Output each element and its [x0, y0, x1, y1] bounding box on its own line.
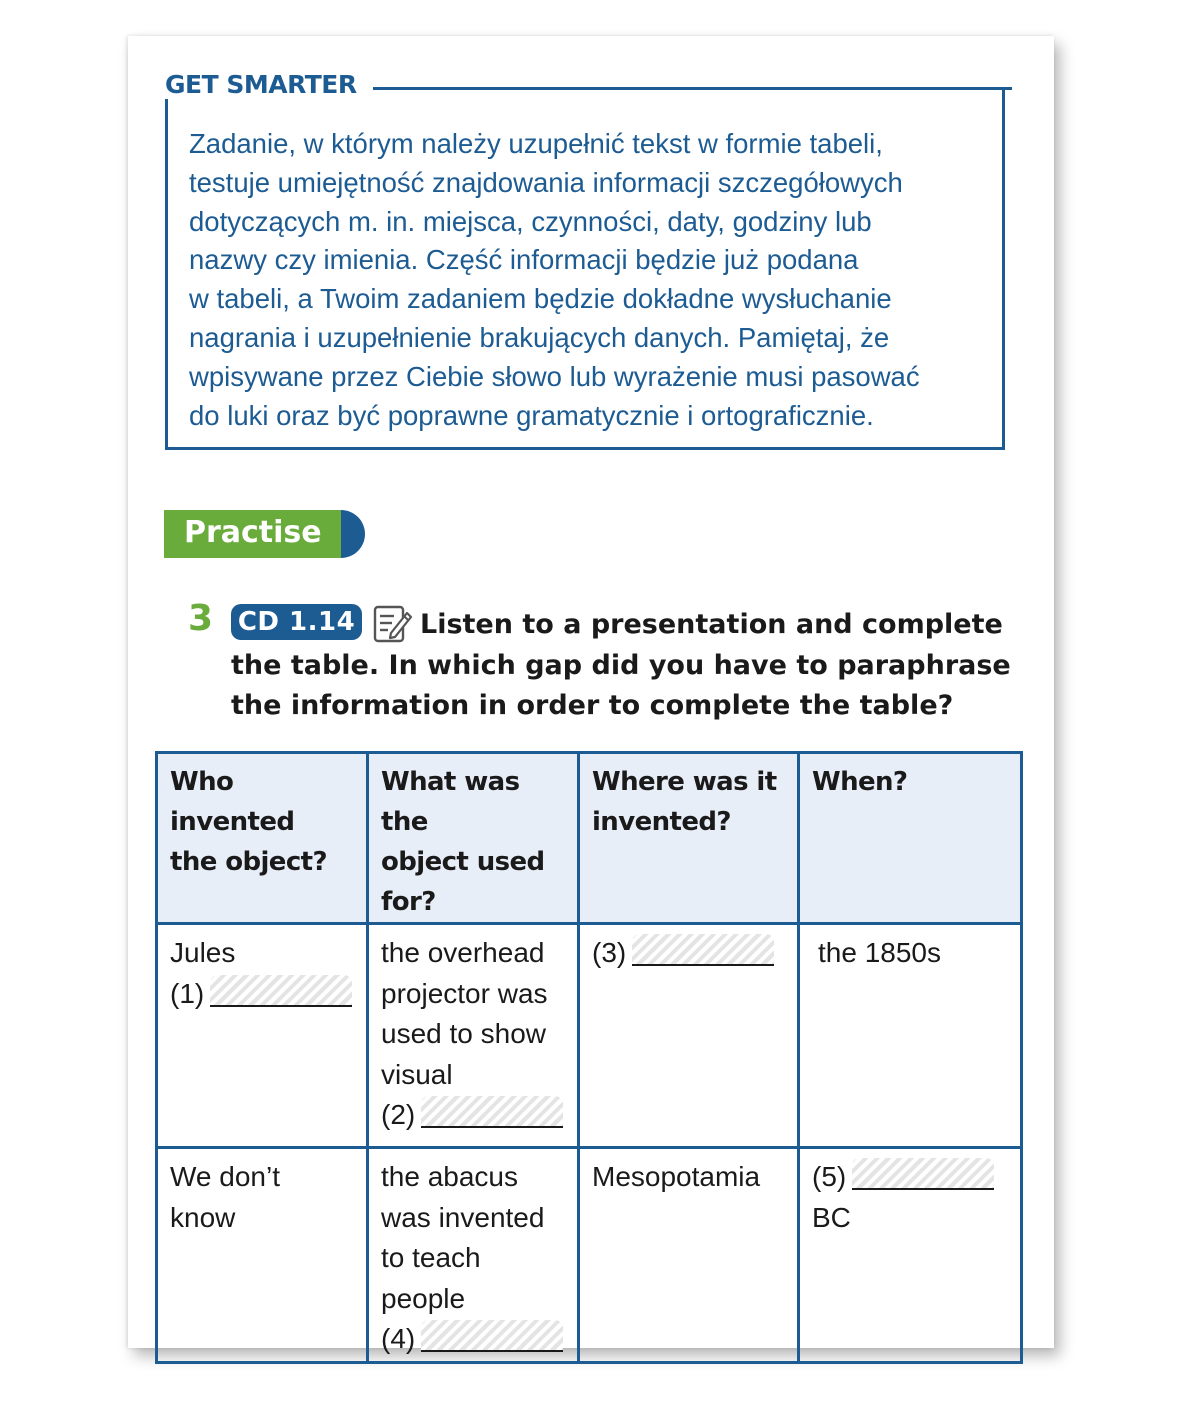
header-where	[579, 753, 799, 924]
cell-text: was invented	[381, 1201, 545, 1233]
header-what	[368, 753, 579, 924]
exercise-number: 3	[188, 598, 214, 639]
get-smarter-line: dotyczących m. in. miejsca, czynności, daty, godziny lub	[189, 205, 872, 237]
cell-text: BC	[812, 1201, 851, 1233]
cell-text: used to show	[381, 1018, 546, 1049]
cell-text: Mesopotamia	[592, 1161, 761, 1192]
header-line: When?	[812, 767, 908, 797]
get-smarter-line: nagrania i uzupełnienie brakujących danych. Pamiętaj, że	[189, 321, 890, 353]
get-smarter-line: testuje umiejętność znajdowania informacji szczegółowych	[189, 166, 903, 198]
gap-1-input[interactable]	[210, 975, 352, 1007]
header-line: the object?	[170, 847, 327, 877]
cell-text: to teach	[381, 1242, 481, 1273]
get-smarter-line: w tabeli, a Twoim zadaniem będzie dokładne wysłuchanie	[189, 283, 892, 315]
instruction-line: the table. In which gap did you have to paraphrase	[231, 649, 1011, 681]
practise-banner	[164, 510, 365, 558]
table-cell	[799, 924, 1022, 1148]
gap-number: (2)	[381, 1099, 416, 1130]
get-smarter-line: do luki oraz być poprawne gramatycznie i ortograficznie.	[189, 399, 874, 431]
table-cell	[157, 924, 368, 1148]
table-row	[157, 1148, 1022, 1363]
get-smarter-line: wpisywane przez Ciebie słowo lub wyrażenie musi pasować	[189, 360, 920, 392]
gap-line	[812, 1157, 1008, 1198]
table-cell	[799, 1148, 1022, 1363]
get-smarter-text	[189, 125, 999, 435]
gap-line	[381, 1319, 565, 1360]
write-icon	[372, 603, 414, 645]
header-line: Where was it	[592, 767, 777, 797]
cell-text: visual	[381, 1058, 453, 1090]
table-header-row	[157, 753, 1022, 924]
cell-text: people	[381, 1282, 466, 1314]
instruction-line: the information in order to complete the table?	[231, 690, 954, 721]
table-cell	[579, 1148, 799, 1363]
gap-2-input[interactable]	[421, 1096, 563, 1128]
header-line: object used	[381, 847, 545, 877]
header-line: for?	[381, 887, 436, 917]
header-when	[799, 753, 1022, 924]
completion-table	[155, 751, 1023, 1364]
get-smarter-line: nazwy czy imienia. Część informacji będzie już podana	[189, 244, 859, 276]
table-cell	[368, 924, 579, 1148]
table-cell	[157, 1148, 368, 1363]
cell-text: the 1850s	[818, 937, 941, 968]
gap-number: (5)	[812, 1161, 847, 1192]
gap-number: (4)	[381, 1323, 416, 1354]
header-who	[157, 753, 368, 924]
gap-line	[592, 933, 785, 974]
gap-line	[170, 974, 354, 1015]
gap-4-input[interactable]	[421, 1320, 563, 1352]
cell-text: projector was	[381, 977, 548, 1009]
instruction-line: Listen to a presentation and complete	[420, 609, 1003, 640]
table-cell	[579, 924, 799, 1148]
get-smarter-title: GET SMARTER	[165, 70, 369, 99]
header-line: Who invented	[170, 767, 295, 837]
practise-label: Practise	[184, 515, 322, 550]
get-smarter-line: Zadanie, w którym należy uzupełnić tekst w formie tabeli,	[189, 128, 883, 159]
gap-3-input[interactable]	[632, 934, 774, 966]
cell-text: know	[170, 1201, 236, 1233]
header-line: What was the	[381, 767, 520, 837]
cell-text: the abacus	[381, 1161, 518, 1192]
cell-text: We don’t	[170, 1161, 280, 1192]
gap-number: (3)	[592, 937, 627, 968]
table-cell	[368, 1148, 579, 1363]
cell-text: the overhead	[381, 937, 545, 968]
table-row	[157, 924, 1022, 1148]
get-smarter-top-line	[373, 87, 1012, 90]
gap-5-input[interactable]	[852, 1158, 994, 1190]
cell-text: Jules	[170, 937, 236, 968]
gap-number: (1)	[170, 977, 205, 1009]
gap-line	[381, 1095, 565, 1136]
textbook-page	[128, 36, 1054, 1354]
cd-track-badge[interactable]: CD 1.14	[231, 604, 362, 640]
header-line: invented?	[592, 807, 731, 837]
